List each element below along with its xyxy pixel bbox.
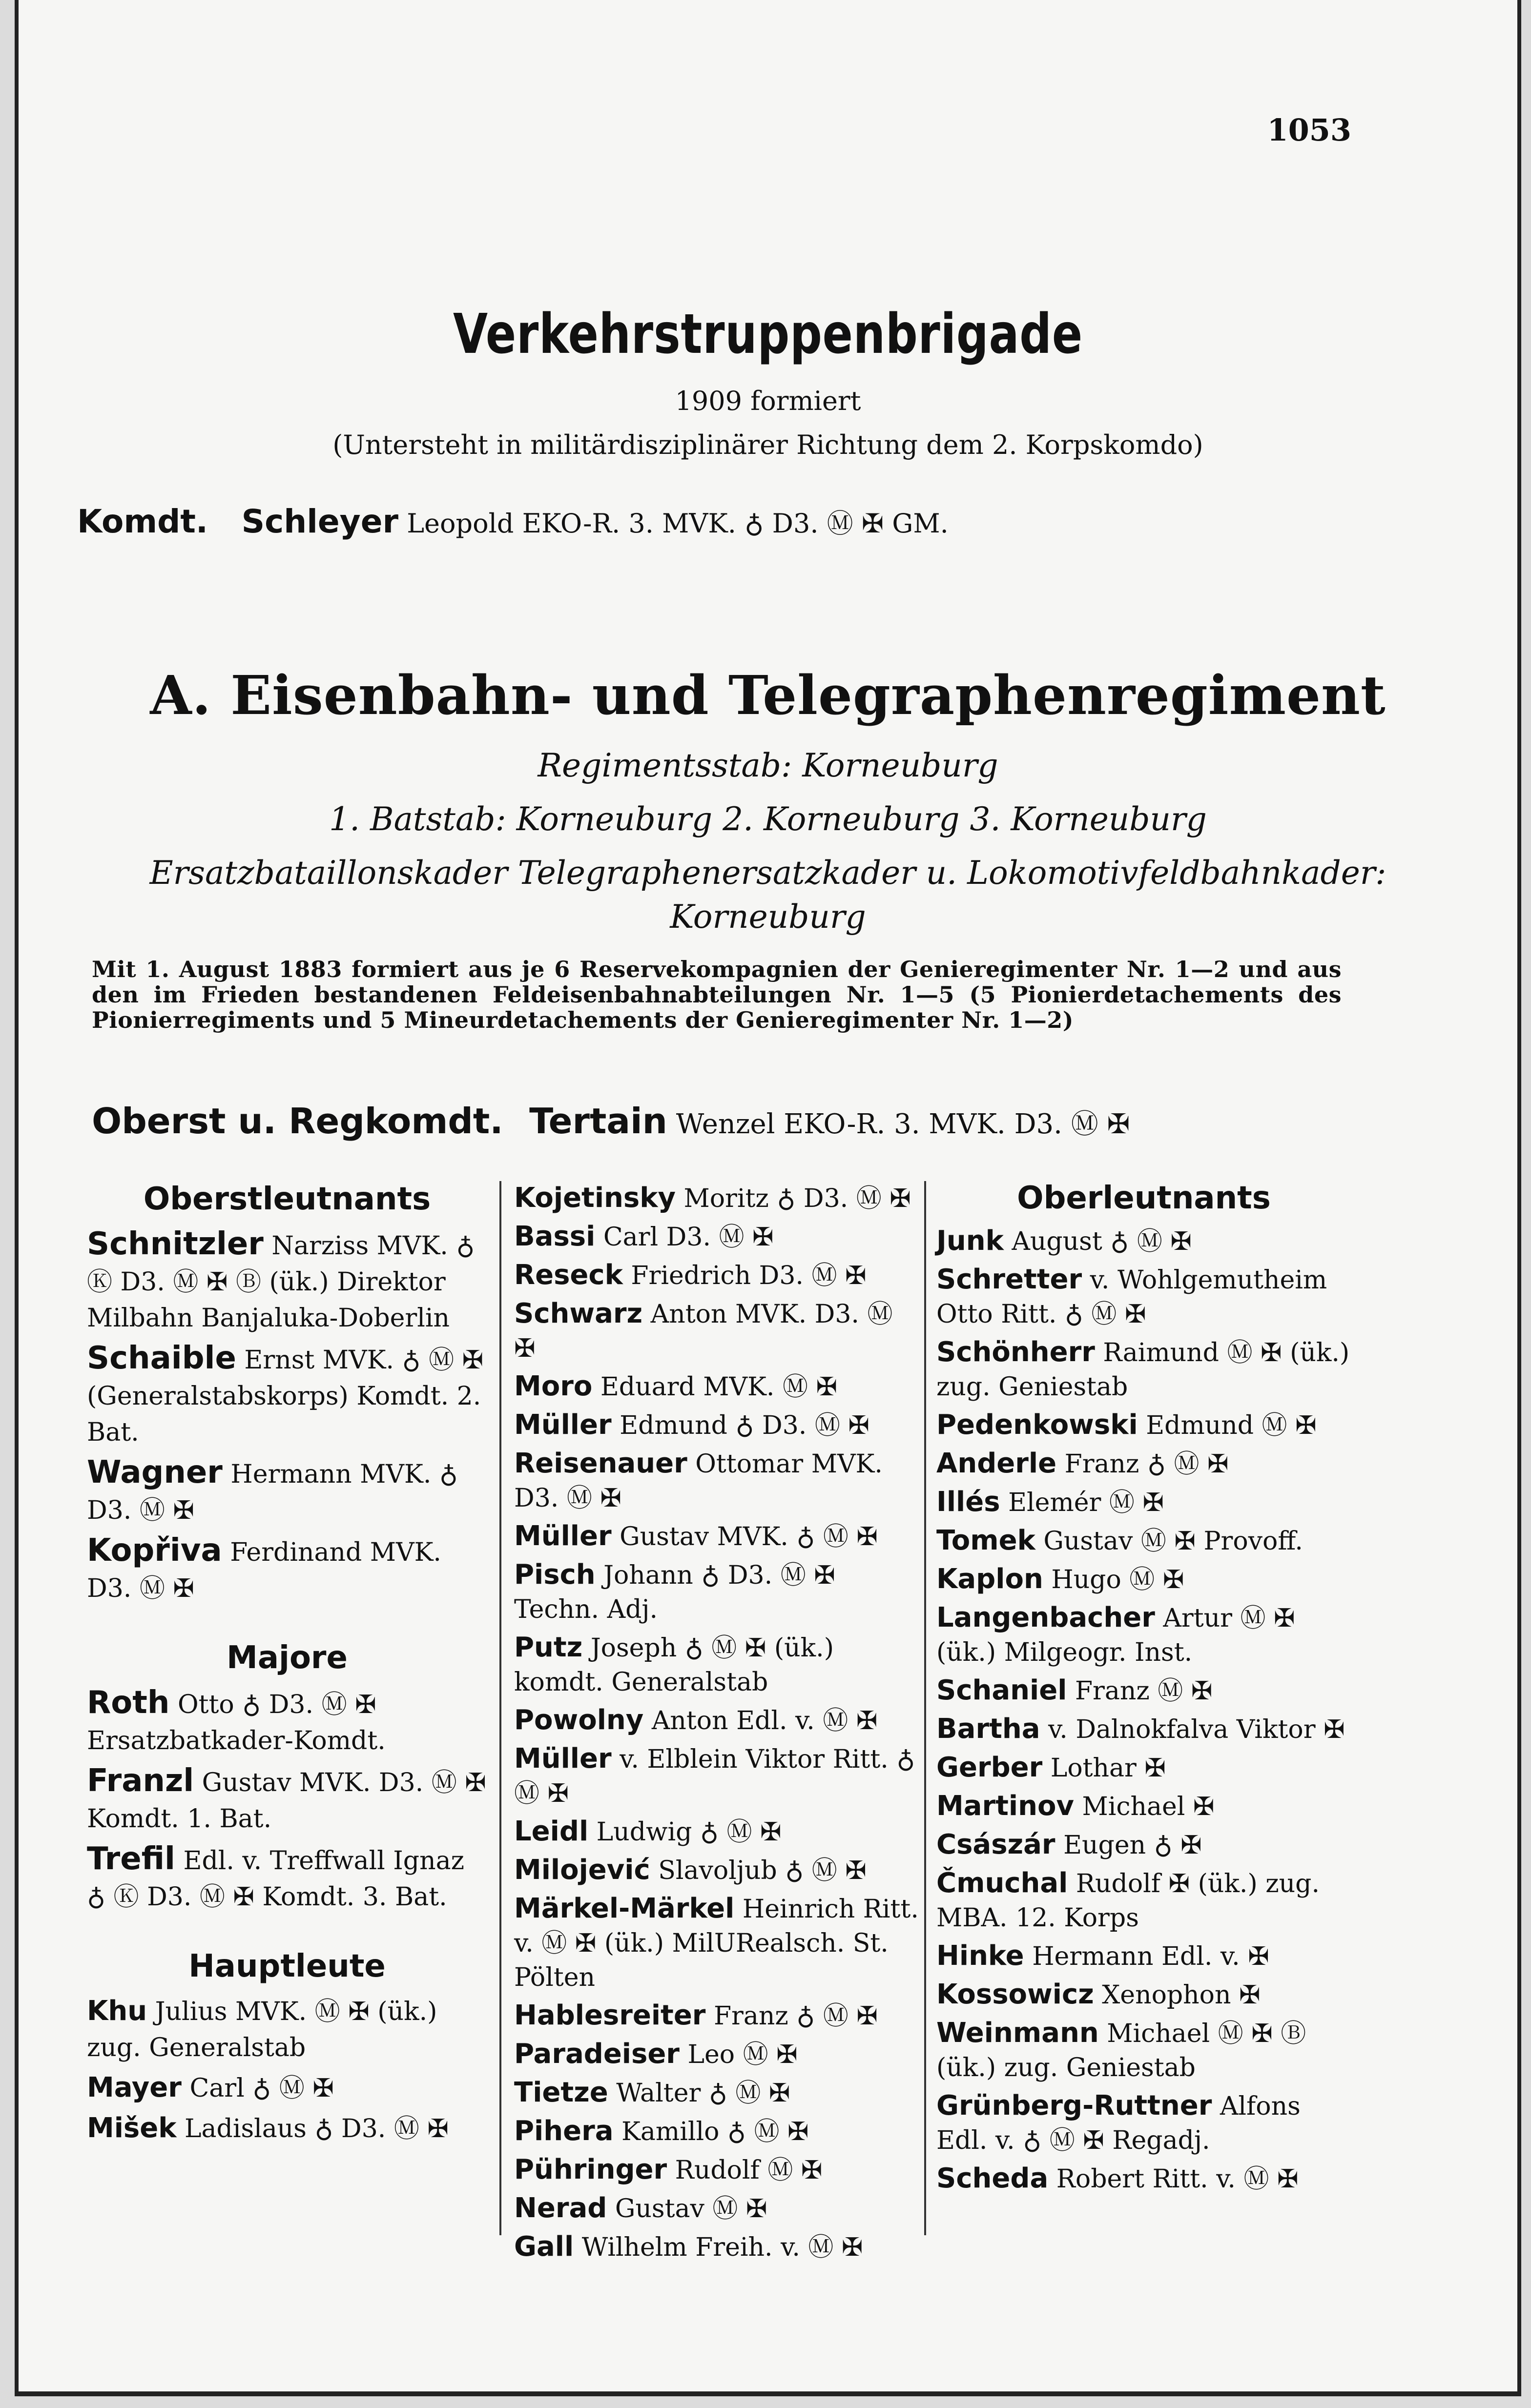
list-item: Scheda Robert Ritt. v. Ⓜ ✠ (936, 2163, 1299, 2194)
list-item: Paradeiser Leo Ⓜ ✠ (514, 2038, 798, 2070)
list-item: Grünberg-Ruttner Alfons Edl. v. ♁ Ⓜ ✠ Regadj. (936, 2090, 1301, 2155)
list-item: Császár Eugen ♁ ✠ (936, 1829, 1202, 1860)
list-item: Hinke Hermann Edl. v. ✠ (936, 1940, 1269, 1972)
list-item: Moro Eduard MVK. Ⓜ ✠ (514, 1370, 838, 1402)
ersatz-location: Korneuburg (670, 898, 866, 936)
battalion-stab: 1. Batstab: Korneuburg 2. Korneuburg 3. Korneuburg (329, 800, 1207, 838)
regiment-stab: Regimentsstab: Korneuburg (538, 747, 998, 784)
list-item: Schretter v. Wohlgemutheim Otto Ritt. ♁ Ⓜ ✠ (936, 1264, 1327, 1329)
list-item: Martinov Michael ✠ (936, 1790, 1215, 1822)
oberst-name: Tertain (529, 1101, 667, 1142)
list-item: Schwarz Anton MVK. D3. Ⓜ ✠ (514, 1298, 893, 1363)
section-heading-oberstleutnants: Oberstleutnants (143, 1181, 431, 1217)
column-divider (499, 1181, 501, 2235)
brigade-commander (77, 503, 949, 540)
list-item: Müller Gustav MVK. ♁ Ⓜ ✠ (514, 1520, 878, 1552)
list-item: Mayer Carl ♁ Ⓜ ✠ (87, 2072, 334, 2103)
list-item: Bartha v. Dalnokfalva Viktor ✠ (936, 1713, 1345, 1745)
list-item: Kossowicz Xenophon ✠ (936, 1979, 1261, 2010)
list-item: Pühringer Rudolf Ⓜ ✠ (514, 2154, 823, 2185)
ersatz-kader: Ersatzbataillonskader Telegraphenersatzkader u. Lokomotivfeldbahnkader: (149, 854, 1386, 892)
oberst-details: Wenzel EKO-R. 3. MVK. D3. Ⓜ ✠ (676, 1108, 1130, 1140)
list-item: Tietze Walter ♁ Ⓜ ✠ (514, 2077, 790, 2108)
column-middle (514, 1181, 919, 2268)
oberst-label: Oberst u. Regkomdt. (92, 1101, 503, 1142)
list-item: Schnitzler Narziss MVK. ♁ Ⓚ D3. Ⓜ ✠ Ⓑ (ük.) Direktor Milbahn Banjaluka-Doberlin (87, 1226, 475, 1333)
list-item: Bassi Carl D3. Ⓜ ✠ (514, 1221, 774, 1252)
column-divider (924, 1181, 926, 2235)
list-item: Schönherr Raimund Ⓜ ✠ (ük.) zug. Geniestab (936, 1336, 1350, 1402)
section-heading-hauptleute: Hauptleute (188, 1948, 386, 1984)
list-item: Gerber Lothar ✠ (936, 1752, 1166, 1783)
list-item: Hablesreiter Franz ♁ Ⓜ ✠ (514, 2000, 878, 2031)
section-heading-oberleutnants: Oberleutnants (1017, 1180, 1271, 1216)
list-item: Schaible Ernst MVK. ♁ Ⓜ ✠ (Generalstabskorps) Komdt. 2. Bat. (87, 1340, 484, 1447)
list-item: Schaniel Franz Ⓜ ✠ (936, 1674, 1213, 1706)
list-item: Illés Elemér Ⓜ ✠ (936, 1486, 1164, 1518)
commander-name: Schleyer (241, 503, 399, 540)
regiment-commander (92, 1101, 1130, 1142)
regiment-history: Mit 1. August 1883 formiert aus je 6 Reservekompagnien der Genieregimenter Nr. 1—2 und aus den im Frieden bestandenen Feldeisenbahnabteilungen Nr. 1—5 (5 Pionierdetachements des Pionierregiments und 5 Mineurdetachements der Genieregimenter Nr. 1—2) (92, 956, 1342, 1033)
list-item: Pihera Kamillo ♁ Ⓜ ✠ (514, 2115, 809, 2147)
page-number: 1053 (1267, 112, 1351, 148)
list-item: Mišek Ladislaus ♁ D3. Ⓜ ✠ (87, 2112, 449, 2144)
commander-details: Leopold EKO-R. 3. MVK. ♁ D3. Ⓜ ✠ GM. (407, 508, 949, 539)
list-item: Khu Julius MVK. Ⓜ ✠ (ük.) zug. Generalstab (87, 1995, 437, 2062)
list-item: Wagner Hermann MVK. ♁ D3. Ⓜ ✠ (87, 1454, 458, 1525)
list-item: Putz Joseph ♁ Ⓜ ✠ (ük.) komdt. Generalstab (514, 1632, 834, 1697)
list-item: Pedenkowski Edmund Ⓜ ✠ (936, 1409, 1317, 1441)
page (15, 0, 1521, 2396)
commander-label: Komdt. (77, 503, 208, 540)
regiment-title: A. Eisenbahn- und Telegraphenregiment (150, 664, 1386, 727)
brigade-title: Verkehrstruppenbrigade (453, 303, 1083, 366)
list-item: Kaplon Hugo Ⓜ ✠ (936, 1563, 1184, 1595)
list-item: Reisenauer Ottomar MVK. D3. Ⓜ ✠ (514, 1448, 883, 1513)
column-left (87, 1181, 487, 2151)
list-item: Müller Edmund ♁ D3. Ⓜ ✠ (514, 1409, 869, 1441)
list-item: Čmuchal Rudolf ✠ (ük.) zug. MBA. 12. Korps (936, 1867, 1320, 1933)
column-right (936, 1181, 1351, 2200)
list-item: Märkel-Märkel Heinrich Ritt. v. Ⓜ ✠ (ük.) MilURealsch. St. Pölten (514, 1893, 919, 1992)
list-item: Tomek Gustav Ⓜ ✠ Provoff. (936, 1525, 1303, 1556)
section-heading-majore: Majore (227, 1640, 348, 1676)
list-item: Weinmann Michael Ⓜ ✠ Ⓑ (ük.) zug. Geniestab (936, 2017, 1306, 2082)
list-item: Langenbacher Artur Ⓜ ✠ (ük.) Milgeogr. Inst. (936, 1602, 1295, 1667)
list-item: Roth Otto ♁ D3. Ⓜ ✠ Ersatzbatkader-Komdt. (87, 1685, 386, 1755)
list-item: Kojetinsky Moritz ♁ D3. Ⓜ ✠ (514, 1182, 911, 1214)
list-item: Pisch Johann ♁ D3. Ⓜ ✠ Techn. Adj. (514, 1559, 835, 1624)
brigade-formed: 1909 formiert (675, 386, 861, 416)
list-item: Junk August ♁ Ⓜ ✠ (936, 1225, 1192, 1257)
list-item: Reseck Friedrich D3. Ⓜ ✠ (514, 1259, 867, 1291)
list-item: Milojević Slavoljub ♁ Ⓜ ✠ (514, 1854, 867, 1886)
list-item: Trefil Edl. v. Treffwall Ignaz ♁ Ⓚ D3. Ⓜ ✠ Komdt. 3. Bat. (87, 1841, 464, 1912)
list-item: Leidl Ludwig ♁ Ⓜ ✠ (514, 1816, 782, 1847)
list-item: Nerad Gustav Ⓜ ✠ (514, 2192, 767, 2224)
list-item: Franzl Gustav MVK. D3. Ⓜ ✠ Komdt. 1. Bat. (87, 1763, 486, 1834)
list-item: Powolny Anton Edl. v. Ⓜ ✠ (514, 1704, 878, 1736)
list-item: Müller v. Elblein Viktor Ritt. ♁ Ⓜ ✠ (514, 1743, 915, 1808)
list-item: Kopřiva Ferdinand MVK. D3. Ⓜ ✠ (87, 1532, 441, 1603)
list-item: Gall Wilhelm Freih. v. Ⓜ ✠ (514, 2231, 863, 2263)
brigade-subordination: (Untersteht in militärdisziplinärer Richtung dem 2. Korpskomdo) (332, 429, 1203, 460)
list-item: Anderle Franz ♁ Ⓜ ✠ (936, 1448, 1229, 1479)
